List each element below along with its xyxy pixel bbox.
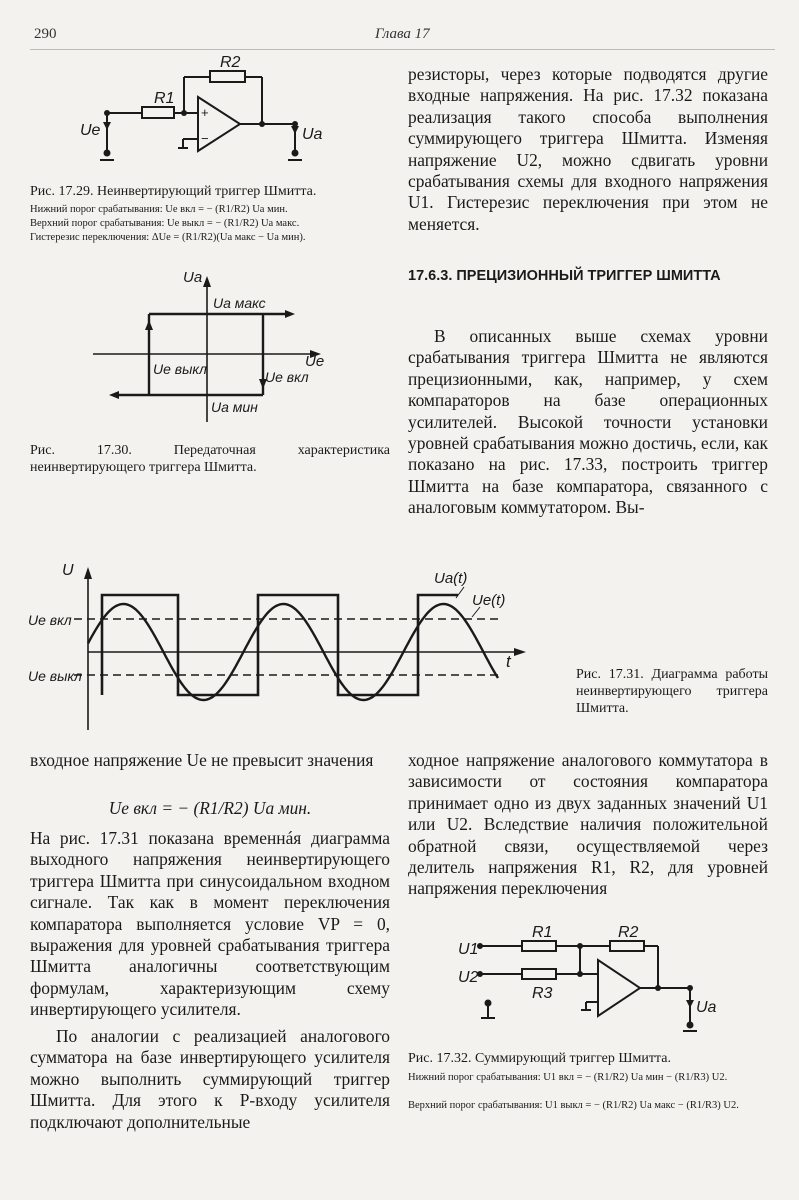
fig-17-32-note-2: Верхний порог срабатывания: U1 выкл = − (R1/R2) Ua макс − (R1/R3) U2. — [408, 1100, 739, 1111]
ue-t-label: Ue(t) — [472, 592, 506, 609]
fig-17-29-caption: Рис. 17.29. Неинвертирующий триггер Шмитта. — [30, 184, 317, 199]
right-bottom-text: ходное напряжение аналогового коммутатора в зависимости от состояния компаратора принимает одно из двух заданных значений U1 или U2. Вследствие наличия положительной обратной связи, осуществляемой через делитель напряжения R1, R2, для уровней напряжения переключения — [408, 750, 768, 899]
header-rule — [30, 49, 775, 50]
fig-17-31-caption: Рис. 17.31. Диаграмма работы неинвертирующего триггера Шмитта. — [576, 667, 768, 716]
fig-17-32-note-1: Нижний порог срабатывания: U1 вкл = − (R1/R2) Ua мин − (R1/R3) U2. — [408, 1072, 728, 1083]
r2-label-32: R2 — [618, 924, 639, 941]
ue-on-level-label: Ue вкл — [28, 612, 72, 628]
threshold-formula: Ue вкл = − (R1/R2) Ua мин. — [108, 798, 312, 818]
u1-label: U1 — [458, 941, 479, 958]
t-axis-label: t — [506, 652, 511, 671]
section-heading: 17.6.3. ПРЕЦИЗИОННЫЙ ТРИГГЕР ШМИТТА — [408, 268, 721, 284]
left-bottom-paragraph-2: На рис. 17.31 показана временнáя диаграмма выходного напряжения неинвертирующего триггера Шмитта при синусоидальном входном сигнале. Так как в момент переключения компаратора выполняется условие VP = 0, выражения для уровней срабатывания триггера Шмитта аналогичны соответствующим формулам, характеризующим схему инвертирующего усилителя. — [30, 828, 390, 1020]
ue-on-label: Ue вкл — [265, 369, 309, 385]
section-body-text: В описанных выше схемах уровни срабатывания триггера Шмитта не являются прецизионными, как, например, у схем компараторов на базе операционных усилителей. Высокой точности установки уровней срабатывания можно достичь, если, как показано на рис. 17.33, построить триггер Шмитта на базе компаратора, связанного с аналоговым коммутатором. Вы- — [408, 326, 768, 518]
ue-off-label: Ue выкл — [153, 361, 207, 377]
fig-17-32-circuit — [440, 922, 720, 1042]
ua-label: Ua — [302, 126, 323, 143]
ua-label-32: Ua — [696, 999, 717, 1016]
ua-min-label: Ua мин — [211, 399, 258, 415]
running-head: Глава 17 — [375, 26, 430, 42]
fig-17-29-circuit — [80, 55, 330, 175]
fig-17-31-timing-diagram — [28, 555, 528, 740]
minus-sign: − — [201, 131, 209, 146]
fig-17-29-note-2: Верхний порог срабатывания: Ue выкл = − (R1/R2) Ua макс. — [30, 218, 300, 229]
ua-t-label: Ua(t) — [434, 570, 468, 587]
u-axis-label: U — [62, 562, 74, 579]
r1-label-32: R1 — [532, 924, 553, 941]
u2-label: U2 — [458, 969, 479, 986]
fig-17-29-note-1: Нижний порог срабатывания: Ue вкл = − (R1/R2) Ua мин. — [30, 204, 288, 215]
r2-label: R2 — [220, 55, 241, 71]
page-number: 290 — [34, 26, 57, 42]
r1-label: R1 — [154, 90, 175, 107]
fig-17-29-note-3: Гистерезис переключения: ΔUe = (R1/R2)(Ua макс − Ua мин). — [30, 232, 306, 243]
ua-axis-label: Ua — [183, 269, 203, 286]
fig-17-32-caption: Рис. 17.32. Суммирующий триггер Шмитта. — [408, 1051, 671, 1066]
right-column-top-text: резисторы, через которые подводятся другие входные напряжения. На рис. 17.32 показана реализация такого способа выполнения суммирующего триггера Шмитта. Изменяя напряжение U2, можно сдвигать уровни срабатывания схемы для входного напряжения U1. Гистерезис переключения при этом не меняется. — [408, 64, 768, 234]
left-bottom-paragraph-3: По аналогии с реализацией аналогового сумматора на базе инвертирующего усилителя можно выполнить суммирующий триггер Шмитта. Для этого к P-входу усилителя подключают дополнительные — [30, 1026, 390, 1132]
ue-axis-label: Ue — [305, 353, 325, 370]
ue-off-level-label: Ue выкл — [28, 668, 82, 684]
ua-max-label: Ua макс — [213, 295, 266, 311]
left-bottom-paragraph-1: входное напряжение Ue не превысит значения — [30, 750, 374, 770]
r3-label: R3 — [532, 985, 553, 1002]
plus-sign: + — [201, 105, 209, 120]
ue-label: Ue — [80, 122, 101, 139]
fig-17-30-hysteresis — [85, 262, 335, 432]
fig-17-30-caption: Рис. 17.30. Передаточная характеристика неинвертирующего триггера Шмитта. — [30, 443, 390, 475]
